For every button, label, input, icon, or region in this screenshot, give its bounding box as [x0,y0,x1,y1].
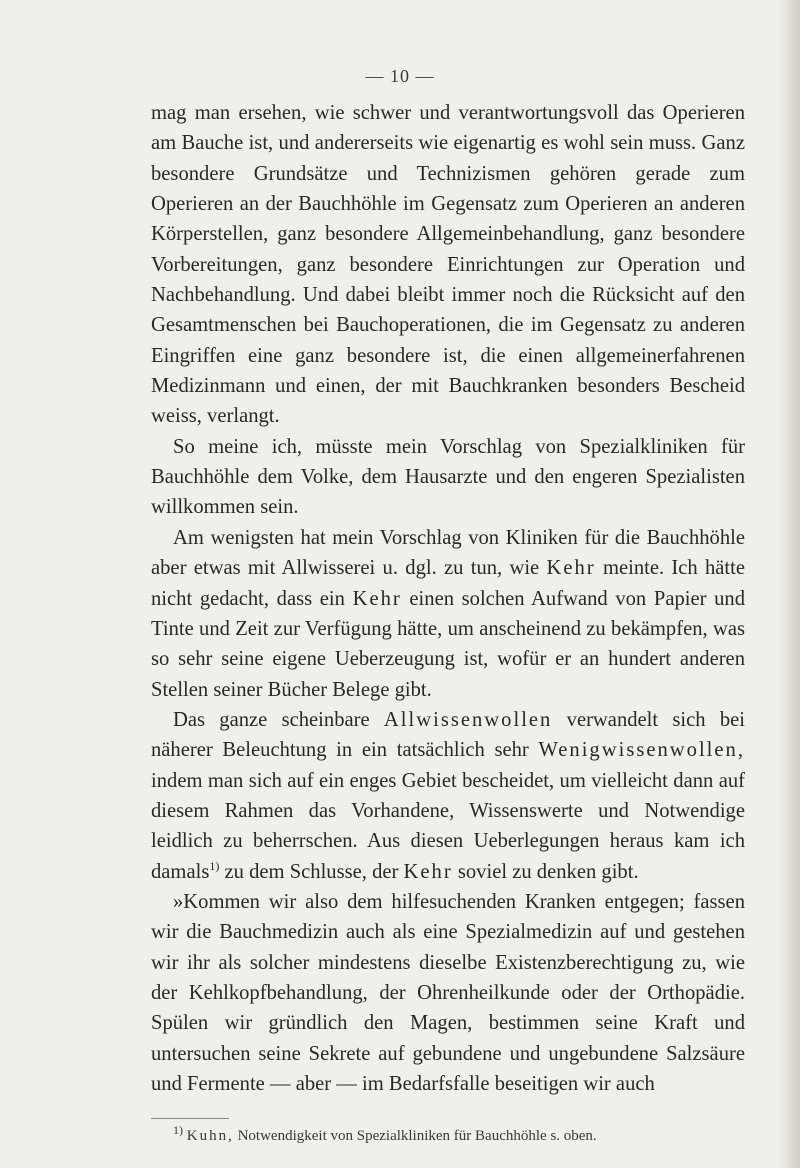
footnote-text: Notwendigkeit von Spezialkliniken für Bauchhöhle s. oben. [237,1128,597,1144]
paragraph-4-text-a: Das ganze scheinbare [173,708,370,731]
paragraph-4-text-e: soviel zu denken gibt. [457,860,639,883]
author-name-kehr: Kehr [403,860,453,883]
page-edge-shadow [778,0,800,1168]
paragraph-4 [151,705,745,887]
footnote [173,1123,733,1145]
footnote-author: Kuhn, [186,1128,234,1144]
body-text [151,98,745,1099]
paragraph-4-text-b: verwandelt sich bei näherer Beleuchtung in ein tatsächlich sehr [151,708,745,762]
page-number: — 10 — [365,66,435,86]
paragraph-4-text-c: indem man sich auf ein enges Gebiet bescheidet, um vielleicht dann auf diesem Rahmen das Vorhandene, Wissenswerte und Notwendige leidlich zu beherrschen. Aus diesen Ueberlegungen heraus kam ich damals [151,769,745,883]
paragraph-3-text-b: meinte. Ich hätte nicht gedacht, dass ein [151,557,745,610]
footnote-reference[interactable]: 1) [209,858,220,873]
emphasized-term: Allwissenwollen [383,708,553,731]
paragraph-1: mag man ersehen, wie schwer und verantwortungsvoll das Operieren am Bauche ist, und andererseits wie eigenartig es wohl sein muss. Ganz besondere Grundsätze und Technizismen gehören gerade zum Operieren an der Bauchhöhle im Gegensatz zum Operieren an anderen Körperstellen, ganz besondere Allgemeinbehandlung, ganz besondere Vorbereitungen, ganz besondere Einrichtungen zur Operation und Nachbehandlung. Und dabei bleibt immer noch die Rücksicht auf den Gesamtmenschen bei Bauchoperationen, die im Gegensatz zu anderen Eingriffen eine ganz besondere ist, die einen allgemeinerfahrenen Medizinmann und einen, der mit Bauchkranken besonders Bescheid weiss, verlangt. [151,102,745,428]
footnote-marker: 1) [173,1123,183,1137]
paragraph-4-text-d: zu dem Schlusse, der [224,860,399,883]
paragraph-2: So meine ich, müsste mein Vorschlag von Spezialkliniken für Bauchhöhle dem Volke, dem Hausarzte und den engeren Spezialisten willkommen sein. [151,435,745,519]
author-name-kehr: Kehr [546,557,596,580]
emphasized-term: Wenigwissenwollen, [538,739,745,762]
paragraph-3 [151,523,745,705]
author-name-kehr: Kehr [352,587,402,610]
paragraph-3-text-c: einen solchen Aufwand von Papier und Tinte und Zeit zur Verfügung hätte, um anscheinend zu bekämpfen, was so sehr seine eigene Ueberzeugung ist, wofür er an hundert anderen Stellen seiner Bücher Belege gibt. [151,587,746,701]
paragraph-3-text-a: Am wenigsten hat mein Vorschlag von Kliniken für die Bauchhöhle aber etwas mit Allwisserei u. dgl. zu tun, wie [151,526,745,580]
paragraph-5: »Kommen wir also dem hilfesuchenden Kranken entgegen; fassen wir die Bauchmedizin auch als eine Spezialmedizin auf und gestehen wir ihr als solcher mindestens dieselbe Existenzberechtigung zu, wie der Kehlkopfbehandlung, der Ohrenheilkunde oder der Orthopädie. Spülen wir gründlich den Magen, bestimmen seine Kraft und untersuchen seine Sekrete auf gebundene und ungebundene Salzsäure und Fermente — aber — im Bedarfsfalle beseitigen wir auch [151,890,745,1095]
footnote-divider [151,1118,229,1119]
